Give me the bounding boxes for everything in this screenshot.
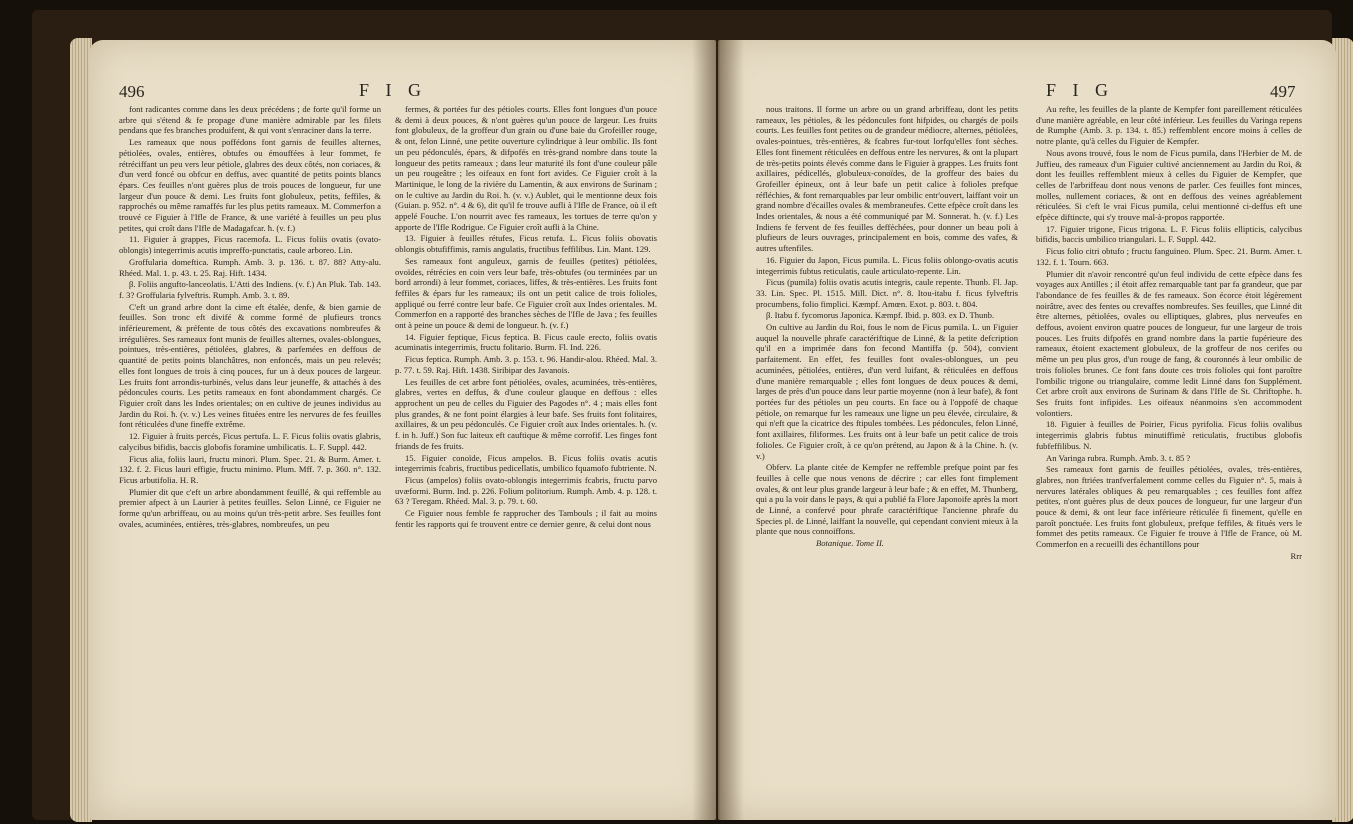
- paragraph: β. Itabu f. fycomorus Japonica. Kæmpf. Ibid. p. 803. ex D. Thunb.: [766, 310, 995, 321]
- footer-volume: Botanique. Tome II.: [816, 538, 884, 549]
- page-number-right: 497: [1270, 82, 1296, 101]
- paragraph: Ficus feptica. Rumph. Amb. 3. p. 153. t. 96. Handir-alou. Rhéed. Mal. 3. p. 77. t. 59. Raj. Hift. 1438. Siribipar des Javanois.: [395, 354, 657, 375]
- paragraph: Ficus folio citri obtufo ; fructu fanguineo. Plum. Spec. 21. Burm. Amer. t. 132. f. 1. Tourn. 663.: [1036, 246, 1302, 267]
- paragraph: Ses rameaux font garnis de feuilles pétiolées, ovales, très-entières, glabres, non ftriées tranfverfalement comme celles du Figuier n°. 5, mais à nervures latérales obliques & peu remarquables ; ces feuilles font affez petites, n'ont guères plus de deux pouces de longueur, fur une largeur d'un pouce & demi, & ont leur face inférieure réticulée fi finement, qu'elle en paroît ponctuée. Les fruits font globuleux, prefque feffiles, & fitués vers le fommet des petits rameaux. Ce Figuier fe trouve à l'Ifle de France, où M. Commerfon en a recueilli des échantillons pour: [1036, 464, 1302, 550]
- paragraph: Les rameaux que nous poffédons font garnis de feuilles alternes, pétiolées, ovales, entières, obtufes ou émouffées à leur fommet, fe rétréciffant un peu vers leur pétiole, glabres des deux côtés, non coriaces, & d'un verd foncé ou obfcur en deffus, avec quantité de petits points blancs épars. Ces feuilles n'ont guères plus de trois pouces de longueur, fur une largeur d'un pouce & demi. Les fruits font globuleux, petits, feffiles, & rapprochés ou même ramaffés fur les plus petits rameaux. M. Commerfon a trouvé ce Figuier à l'Ifle de France, & une variété à feuilles un peu plus petites, qui croît dans l'Ifle de Madagafcar. ħ. (v. f.): [119, 137, 381, 233]
- right-column-2: [1036, 104, 1302, 810]
- paragraph: Les feuilles de cet arbre font pétiolées, ovales, acuminées, très-entières, glabres, vertes en deffus, & d'une couleur glauque en deffous : elles approchent un peu de celles du Figuier des Pagodes n°. 4 ; mais elles font plus grandes, & ne font point élargies à leur bafe. Ses fruits font folitaires, axillaires, & un peu pédonculés. Ce Figuier croît aux Indes orientales. ħ. (v. f. in h. Juff.) Son fuc laiteux eft cauftique & même corrofif. Les finges font friands de fes fruits.: [395, 376, 657, 451]
- paragraph: 16. Figuier du Japon, Ficus pumila. L. Ficus foliis oblongo-ovatis acutis integerrimis fubtus reticulatis, caule articulato-repente. Lin.: [756, 254, 1018, 276]
- paragraph: Plumier dit n'avoir rencontré qu'un feul individu de cette efpèce dans fes voyages aux Antilles ; il étoit affez remarquable tant par fa grandeur, que par l'abondance de fes feuilles & de fes rameaux. Son écorce étoit légèrement noirâtre, avec des fentes ou crevaffes nombreufes. Ses feuilles, que Linné dit être alternes, pétiolées, ovales ou elliptiques, glabres, plus nerveufes en deffous, avoient environ quatre pouces de longueur, fur une largeur de trois pouces. Les fruits difpofés en grand nombre dans la partie fupérieure des rameaux, étoient exactement globuleux, de la groffeur de nos cerifes ou même un peu plus gros, d'un rouge de fang, & couronnés à leur ombilic de trois folioles brunes. Ce font fans doute ces trois folioles qui font paroître l'ombilic trigone ou triangulaire, comme ledit Linné dans fon Supplément. Cet arbre croît aux environs de Surinam & dans l'Ifle de St. Chriftophe. ħ. Ses fruits font infipides. Les oifeaux néanmoins s'en accommodent volontiers.: [1036, 268, 1302, 418]
- paragraph: 13. Figuier à feuilles rétufes, Ficus retufa. L. Ficus foliis obovatis oblongis obtufiffimis, ramis angulatis, fructibus feffilibus. Lin. Mant. 129.: [395, 233, 657, 255]
- page-number-left: 496: [119, 82, 145, 101]
- running-head-right: F I G: [1046, 80, 1115, 100]
- paragraph: Ses rameaux font anguleux, garnis de feuilles (petites) pétiolées, ovoïdes, rétrécies en coin vers leur bafe, très-obtufes (ou terminées par un bord arrondi) à leur fommet, coriaces, liffes, & très-entières. Les fruits font feffiles & épars fur les rameaux; ils ont un petit calice de trois folioles, appliqué ou ferré contre leur bafe. Ce Figuier croît aux Indes orientales. M. Commerfon en a rapporté des branches sèches de l'Ifle de Java ; fes feuilles ont à peine un pouce & demi de longueur. ħ. (v. f.): [395, 255, 657, 331]
- paragraph: 14. Figuier feptique, Ficus feptica. B. Ficus caule erecto, foliis ovatis acuminatis integerrimis, fructu folitario. Burm. Fl. Ind. 226.: [395, 331, 657, 353]
- left-column-2: [395, 104, 657, 810]
- running-head-left: F I G: [359, 80, 428, 100]
- paragraph: Ficus (ampelos) foliis ovato-oblongis integerrimis fcabris, fructu parvo uvæformi. Burm. Ind. p. 226. Folium politorium. Rumph. Amb. 4. p. 128. t. 63 ? Teregam. Rhéed. Mal. 3. p. 79. t. 60.: [395, 474, 657, 507]
- paragraph: Ficus (pumila) foliis ovatis acutis integris, caule repente. Thunb. Fl. Jap. 33. Lin. Spec. Pl. 1515. Mill. Dict. n°. 8. Itou-itabu f. ficus fylveftris procumbens, folio fimplici. Kæmpf. Amœn. Exot. p. 803. t. 804.: [756, 277, 1018, 309]
- left-column-1: [119, 104, 381, 810]
- paragraph: 11. Figuier à grappes, Ficus racemofa. L. Ficus foliis ovatis (ovato-oblongis) integerrimis acutis impreffo-punctatis, caule arboreo. Lin.: [119, 234, 381, 256]
- paragraph: font radicantes comme dans les deux précédens ; de forte qu'il forme un arbre qui s'étend & fe propage d'une manière admirable par les filets pendans que fes branches produifent, & qui vont s'enraciner dans la terre.: [119, 104, 381, 136]
- paragraph: Nous avons trouvé, fous le nom de Ficus pumila, dans l'Herbier de M. de Juffieu, des rameaux d'un Figuier cultivé anciennement au Jardin du Roi, & dont les feuilles reffemblent mieux à celles du Figuier de Kempfer, que celles de l'arbriffeau dont nous venons de parler. Ces feuilles font minces, molles, nullement coriaces, & ont en deffous des veines agréablement réticulées. Si c'eft le vrai Ficus pumila, celui mentionné ci-deffus eft une efpèce diftincte, qui s'y trouve mal-à-propos rapportée.: [1036, 147, 1302, 223]
- paragraph: Au refte, les feuilles de la plante de Kempfer font pareillement réticulées d'une manière agréable, en leur côté inférieur. Les feuilles du Varinga repens de Rumphe (Amb. 3. p. 134. t. 85.) reffemblent encore moins à celles de notre plante, qu'à celles du Figuier de Kempfer.: [1036, 104, 1302, 147]
- left-page: [89, 40, 716, 820]
- paragraph: Groffularia domeftica. Rumph. Amb. 3. p. 136. t. 87. 88? Atty-alu. Rhéed. Mal. 1. p. 43. t. 25. Raj. Hift. 1434.: [119, 256, 381, 278]
- paragraph: 17. Figuier trigone, Ficus trigona. L. F. Ficus foliis ellipticis, calycibus bifidis, baccis umbilico triangulari. L. F. Suppl. 442.: [1036, 223, 1302, 245]
- paragraph: 15. Figuier conoïde, Ficus ampelos. B. Ficus foliis ovatis acutis integerrimis fcabris, fructibus pedicellatis, umbilico fquamofo fubtriente. N.: [395, 452, 657, 474]
- right-page: [718, 40, 1336, 820]
- signature-mark: Rrr: [1290, 550, 1302, 561]
- paragraph: β. Foliis angufto-lanceolatis. L'Atti des Indiens. (v. f.) An Pluk. Tab. 143. f. 3? Groffularia fylveftris. Rumph. Amb. 3. t. 89.: [119, 279, 381, 300]
- paragraph: 18. Figuier à feuilles de Poirier, Ficus pyrifolia. Ficus foliis ovalibus integerrimis glabris fubtus minutiffimè reticulatis, fructibus globofis fubfeffilibus. N.: [1036, 419, 1302, 451]
- paragraph: On cultive au Jardin du Roi, fous le nom de Ficus pumila. L. un Figuier auquel la nouvelle phrafe caractériftique de Linné, & la petite defcription qu'il en a imprimée dans fon fecond Mantiffa (p. 504), convient parfaitement. En effet, fes feuilles font ovales-oblongues, un peu acuminées, pétiolées, entières, d'un verd luifant, & réticulées en deffous d'une manière remarquable ; elles font longues de deux pouces & demi, larges de près d'un pouce dans leur partie moyenne (non à leur bafe), & font portées fur des pétioles un peu courts. En face ou à l'oppofé de chaque pétiole, on remarque fur les rameaux une ligne un peu élevée, circulaire, & qui n'eft que la cicatrice des ftipules tombées. Les pédoncules, felon Linné, font axillaires, filiformes. Les fruits ont à leur bafe un petit calice de trois folioles. Ce Figuier croît, à ce qu'on prétend, au Japon & à la Chine. ħ. (v. v.): [756, 322, 1018, 461]
- paragraph: Ce Figuier nous femble fe rapprocher des Tambouls ; il fait au moins fentir les rapports qui fe trouvent entre ce dernier genre, & celui dont nous: [395, 508, 657, 529]
- paragraph: fermes, & portées fur des pétioles courts. Elles font longues d'un pouce & demi à deux pouces, & n'ont guères qu'un pouce de largeur. Les fruits font globuleux, de la groffeur d'un grain ou d'une baie du Grofeiller rouge, & ont, felon Linné, une petite ouverture cylindrique à leur ombilic. Ils font un peu pédonculés, épars, & difpofés en très-grand nombre dans toute la longueur des petits rameaux ; dans leur maturité ils font d'une couleur pâle un peu rougeâtre ; les oifeaux en font fort avides. Ce Figuier croît à la Martinique, le long de la rivière du Lamentin, & aux environs de Surinam ; on le cultive au Jardin du Roi. ħ. (v. v.) Aublet, qui le mentionne deux fois (Guian. p. 952. n°. 4 & 6), dit qu'il fe trouve aufli à l'Ifle de France, où il eft appelé Fouche. L'on nourrit avec fes rameaux, les tortues de terre qu'on y apporte de l'Ifle Rodrigue. Ce Figuier croît aufli à la Chine.: [395, 104, 657, 232]
- paragraph: Ficus alia, foliis lauri, fructu minori. Plum. Spec. 21. & Burm. Amer. t. 132. f. 2. Ficus lauri effigie, fructu minimo. Plum. Mff. 7. p. 360. n°. 132. Ficus arbutifolia. H. R.: [119, 453, 381, 485]
- paragraph: 12. Figuier à fruits percés, Ficus pertufa. L. F. Ficus foliis ovatis glabris, calycibus bifidis, baccis globofis foramine umbilicatis. L. F. Suppl. 442.: [119, 431, 381, 452]
- right-column-1: [756, 104, 1018, 810]
- book-spread: [32, 10, 1332, 820]
- paragraph: C'eft un grand arbre dont la cime eft étalée, denfe, & bien garnie de feuilles. Son tronc eft divifé & comme formé de plufieurs troncs inférieurement, & préfente de tous côtés des excavations nombreufes & irrégulières. Ses rameaux font munis de feuilles alternes, ovales-oblongues, pointues, très-entières, pétiolées, glabres, & parfemées en deffous de quantité de petits points blanchâtres, non enfoncés, mais un peu relevés; elles font longues de trois à cinq pouces, fur un à deux pouces de largeur. Les fruits font arrondis-turbinés, velus dans leur jeuneffe, & attachés à des pédoncules courts. Les petits rameaux en font abondamment chargés. Ce Figuier croît dans les Indes orientales; on en cultive de jeunes individus au Jardin du Roi. ħ. (v. v.) Les veines fituées entre les nervures de fes feuilles font réticulées d'une fineffe extrême.: [119, 301, 381, 430]
- paragraph: nous traitons. Il forme un arbre ou un grand arbriffeau, dont les petits rameaux, les pétioles, & les pédoncules font hifpides, ou chargés de poils courts. Les feuilles font petites ou de grandeur médiocre, alternes, pétiolées, ovales-pointues, très-entières, & fcabres fur-tout lorfqu'elles font sèches. Elles font finement réticulées en deffous entre les nervures, & ont la plupart de très-petits points élevés comme dans le Figuier à grappes. Les fruits font axillaires, pédicellés, globuleux-conoïdes, de la groffeur des baies du Grofeiller épineux, ont à leur bafe un petit calice à folioles prefque réfléchies, & font remarquables par leur ombilic entr'ouvert, laiffant voir un grand nombre d'écailles ovales & membraneufes. Cette efpèce croît dans les Indes orientales, & nous a été communiqué par M. Sonnerat. ħ. (v. f.) Les Indiens fe fervent de fes feuilles defféchées, pour donner un beau poli à plufieurs de leurs ouvrages, principalement en bois, comme des vafes, & autres uftenfiles.: [756, 104, 1018, 254]
- paragraph: Plumier dit que c'eft un arbre abondamment feuillé, & qui reffemble au premier afpect à un Laurier à petites feuilles. Selon Linné, ce Figuier ne forme qu'un arbriffeau, ou au moins qu'un très-petit arbre. Ses feuilles font ovales, acuminées, entières, très-glabres, nombreufes, un peu: [119, 486, 381, 529]
- paragraph: Obferv. La plante citée de Kempfer ne reffemble prefque point par fes feuilles à celle que nous venons de décrire ; car elles font fimplement ovales, & ont leur plus grande largeur à leur bafe ; & en effet, M. Thunberg, qui a pu la voir dans le pays, & qui a publié fa Flore Japonoife après la mort de Linné, a confervé pour phrafe caractériftique l'ancienne phrafe du Species pl. de Linné, laiffant la nouvelle, qui cependant convient mieux à la plante que nous connoiffons.: [756, 462, 1018, 537]
- paragraph: An Varinga rubra. Rumph. Amb. 3. t. 85 ?: [1046, 452, 1191, 463]
